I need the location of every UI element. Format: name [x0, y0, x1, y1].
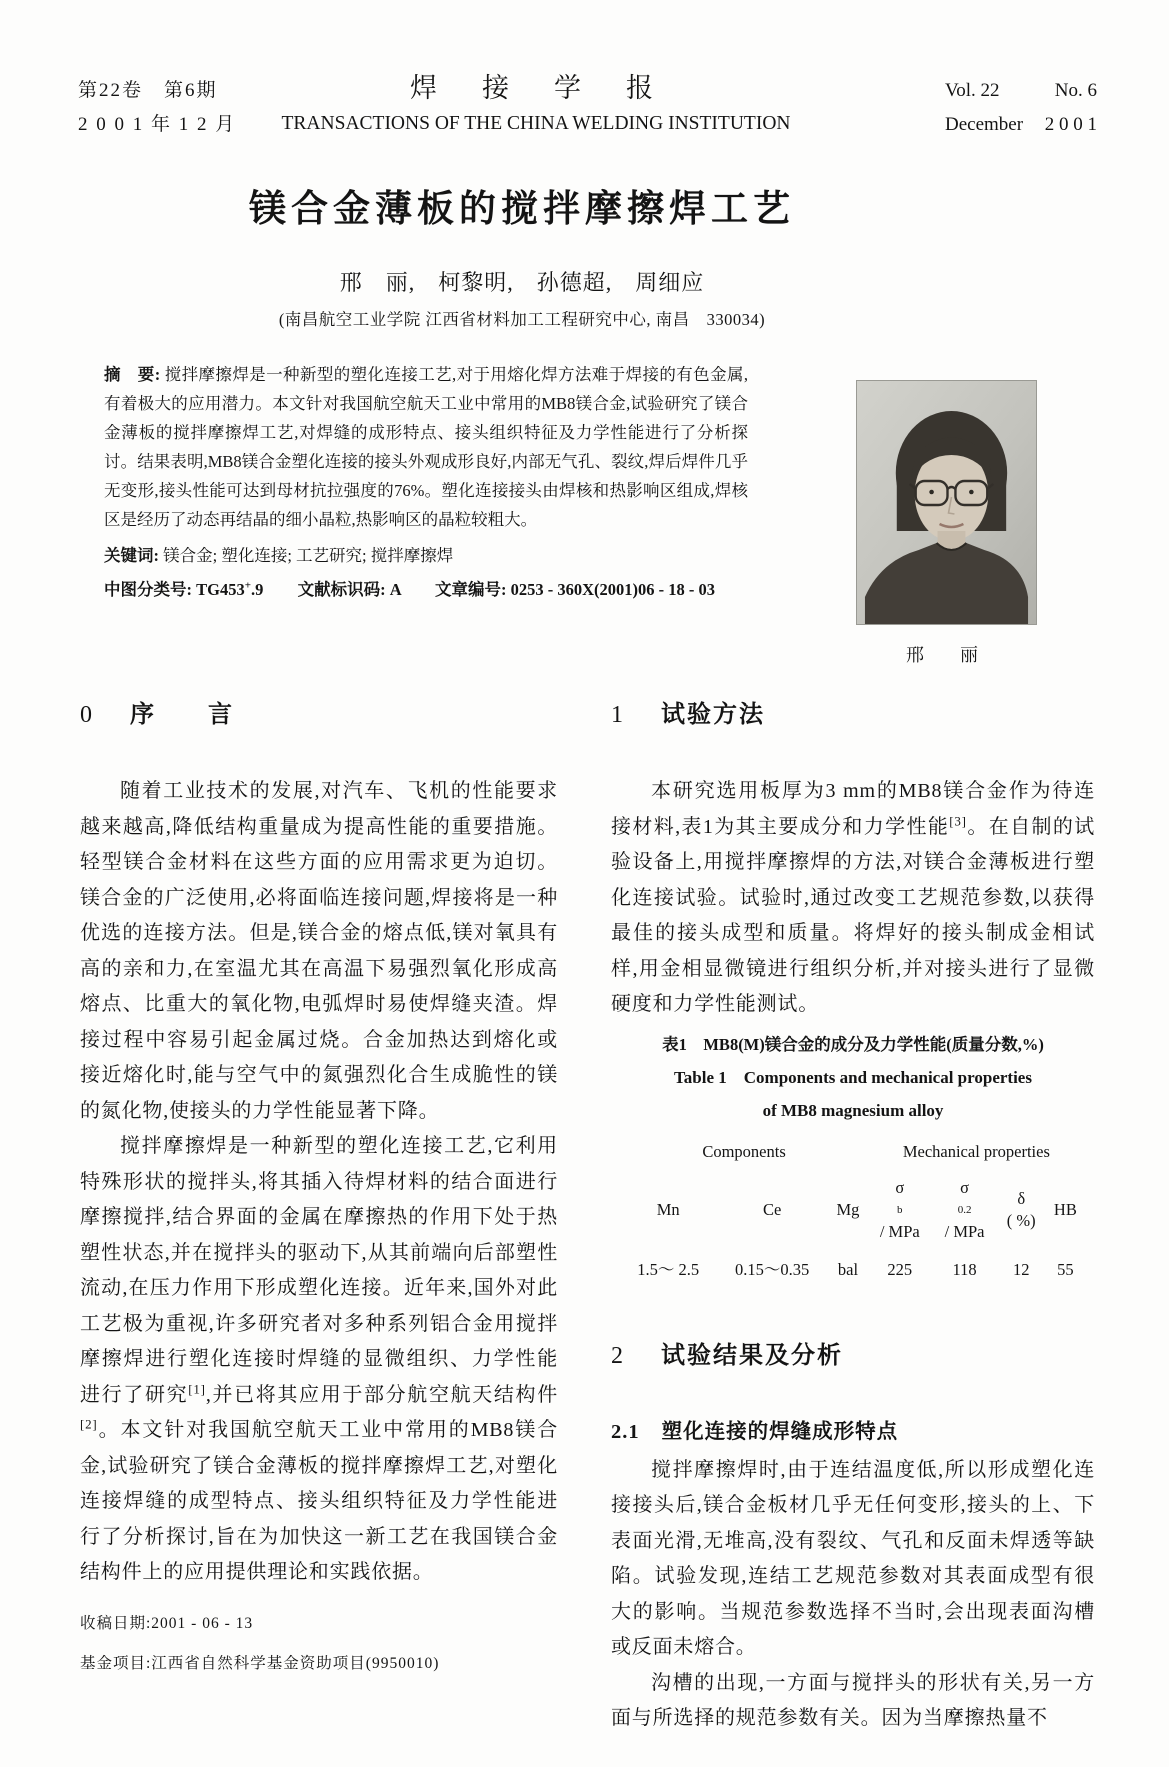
photo-caption: 邢 丽 [906, 645, 987, 665]
clc-value: TG453 [196, 580, 245, 599]
section-1-heading [611, 698, 1095, 732]
intro-p2-text-b: ,并已将其应用于部分航空航天结构件 [205, 1383, 558, 1406]
table-1-caption-en-line2: of MB8 magnesium alloy [762, 1100, 944, 1120]
section-2-title: 试验结果及分析 [661, 1342, 843, 1369]
value-ce: 0.15～0.35 [735, 1259, 810, 1279]
column-header-ce: Ce [762, 1199, 782, 1219]
author-photo [856, 380, 1037, 625]
results-paragraph-2: 沟槽的出现,一方面与搅拌头的形状有关,另一方面与所选择的规范参数有关。因为当摩擦热量不 [611, 1671, 1095, 1729]
journal-header [78, 70, 1097, 148]
column-header-sigma-02 [932, 1173, 997, 1247]
table-1-caption-en-line1: Table 1 Components and mechanical properties [674, 1067, 1032, 1087]
section-2-heading [611, 1339, 1095, 1373]
group-header-mechanical: Mechanical properties [902, 1141, 1050, 1161]
value-sigma-b: 225 [887, 1259, 913, 1279]
doc-code-label: 文献标识码: [297, 580, 386, 599]
clc-label: 中图分类号: [104, 580, 192, 599]
abstract-block [104, 360, 748, 604]
article-id-label: 文章编号: [435, 580, 507, 599]
sigma-02-unit: / MPa [944, 1221, 985, 1241]
reference-1-marker: [1] [188, 1380, 206, 1396]
section-2-1-title: 塑化连接的焊缝成形特点 [661, 1420, 899, 1443]
volume-en: Vol. 22 [945, 80, 1000, 101]
journal-title-block [246, 70, 826, 142]
value-delta: 12 [1012, 1259, 1030, 1279]
fund-project-line: 基金项目:江西省自然科学基金资助项目(9950010) [80, 1655, 440, 1672]
section-2-number: 2 [611, 1342, 625, 1369]
column-header-mg: Mg [836, 1199, 860, 1219]
authors-line: 邢 丽, 柯黎明, 孙德超, 周细应 [339, 270, 705, 295]
section-2-1-heading [611, 1415, 1095, 1449]
article-title-block [80, 186, 964, 330]
table-1-caption-cn: 表1 MB8(M)镁合金的成分及力学性能(质量分数,%) [662, 1034, 1044, 1054]
article-title: 镁合金薄板的搅拌摩擦焊工艺 [249, 189, 795, 230]
section-0-heading [80, 698, 558, 732]
intro-paragraph-1: 随着工业技术的发展,对汽车、飞机的性能要求越来越高,降低结构重量成为提高性能的重要措施。轻型镁合金材料在这些方面的应用需求更为迫切。镁合金的广泛使用,必将面临连接问题,焊接将是一种优选的连接方法。但是,镁合金的熔点低,镁对氧具有高的亲和力,在室温尤其在高温下易强烈氧化形成高熔点、比重大的氧化物,电弧焊时易使焊缝夹渣。焊接过程中容易引起金属过烧。合金加热达到熔化或接近熔化时,能与空气中的氮强烈化合生成脆性的镁的氮化物,使接头的力学性能显著下降。 [80, 780, 558, 1122]
clc-superscript: + [244, 579, 251, 592]
received-date-line: 收稿日期:2001 - 06 - 13 [80, 1615, 254, 1632]
volume-issue-cn: 第22卷 第6期 [78, 80, 218, 101]
column-header-delta [997, 1173, 1045, 1247]
keywords-text: 镁合金; 塑化连接; 工艺研究; 搅拌摩擦焊 [163, 546, 454, 565]
column-header-sigma-b [867, 1173, 932, 1247]
results-paragraph-1: 搅拌摩擦焊时,由于连结温度低,所以形成塑化连接接头后,镁合金板材几乎无任何变形,接头的上、下表面光滑,无堆高,没有裂纹、气孔和反面未焊透等缺陷。试验发现,连结工艺规范参数对其表面成型有很大的影响。当规范参数选择不当时,会出现表面沟槽或反面未熔合。 [611, 1458, 1095, 1658]
intro-p2-text-a: 搅拌摩擦焊是一种新型的塑化连接工艺,它利用特殊形状的搅拌头,将其插入待焊材料的结合面进行摩擦搅拌,结合界面的金属在摩擦热的作用下处于热塑性状态,并在搅拌头的驱动下,从其前端向后部塑性流动,在压力作用下形成塑化连接。近年来,国外对此工艺极为重视,许多研究者对多种系列铝合金用搅拌摩擦焊进行塑化连接时焊缝的显微组织、力学性能进行了研究 [80, 1135, 558, 1406]
reference-3-marker: [3] [949, 812, 967, 828]
section-1-title: 试验方法 [661, 702, 765, 728]
clc-tail: .9 [251, 580, 264, 599]
methods-text-a: 本研究选用板厚为3 mm的MB8镁合金作为待连接材料,表1为其主要成分和力学性能 [611, 780, 1095, 838]
volume-issue-block [78, 74, 236, 142]
sigma-b-unit: / MPa [879, 1221, 920, 1241]
table-group-header-row [621, 1137, 1086, 1173]
section-0-number: 0 [80, 702, 94, 728]
right-column [611, 694, 1095, 1737]
value-mg: bal [837, 1259, 859, 1279]
section-1-number: 1 [611, 702, 625, 728]
column-header-hb: HB [1053, 1199, 1077, 1219]
group-header-components: Components [702, 1141, 786, 1161]
section-0-title: 序 言 [130, 702, 234, 728]
classification-line [104, 575, 748, 604]
intro-p2-text-c: 。本文针对我国航空航天工业中常用的MB8镁合金,试验研究了镁合金薄板的搅拌摩擦焊工艺,对塑化连接焊缝的成型特点、接头组织特征及力学性能进行了分析探讨,旨在为加快这一新工艺在我国镁合金结构件上的应用提供理论和实践依据。 [80, 1419, 558, 1583]
abstract-text: 搅拌摩擦焊是一种新型的塑化连接工艺,对于用熔化焊方法难于焊接的有色金属,有着极大的应用潜力。本文针对我国航空航天工业中常用的MB8镁合金,试验研究了镁合金薄板的搅拌摩擦焊工艺,对焊缝的成形特点、接头组织特征及力学性能进行了分析探讨。结果表明,MB8镁合金塑化连接的接头外观成形良好,内部无气孔、裂纹,焊后焊件几乎无变形,接头性能可达到母材抗拉强度的76%。塑化连接接头由焊核和热影响区组成,焊核区是经历了动态再结晶的细小晶粒,热影响区的晶粒较粗大。 [104, 365, 749, 529]
delta-symbol: δ [1017, 1188, 1026, 1208]
methods-text-b: 。在自制的试验设备上,用搅拌摩擦焊的方法,对镁合金薄板进行塑化连接试验。试验时,通过改变工艺规范参数,以获得最佳的接头成型和质量。将焊好的接头制成金相试样,用金相显微镜进行组织分析,并对接头进行了显微硬度和力学性能测试。 [611, 815, 1095, 1015]
journal-title-en: TRANSACTIONS OF THE CHINA WELDING INSTITUTION [281, 113, 791, 134]
value-hb: 55 [1057, 1259, 1074, 1279]
section-2-1-number: 2.1 [611, 1420, 640, 1443]
keywords-line [104, 541, 748, 570]
article-id-value: 0253 - 360X(2001)06 - 18 - 03 [510, 580, 716, 599]
footnote-block [80, 1604, 560, 1684]
table-1 [621, 1137, 1086, 1287]
author-photo-block [856, 380, 1037, 667]
sigma-02-symbol: σ 0.2 [957, 1177, 972, 1216]
abstract-label: 摘 要: [104, 365, 161, 384]
intro-paragraph-2 [80, 1129, 558, 1591]
delta-unit: ( %) [1006, 1210, 1036, 1230]
date-cn: 2 0 0 1 年 1 2 月 [78, 114, 237, 135]
methods-paragraph [611, 774, 1095, 1023]
table-data-row [621, 1247, 1086, 1287]
issue-en: No. 6 [1054, 80, 1097, 101]
abstract-paragraph [104, 360, 748, 534]
left-column [80, 694, 558, 1591]
year-en: 2 0 0 1 [1044, 114, 1097, 135]
table-column-header-row [621, 1173, 1086, 1247]
sigma-b-symbol: σ b [895, 1177, 905, 1216]
doc-code-value: A [389, 580, 401, 599]
month-en: December [945, 114, 1024, 135]
value-mn: 1.5～ 2.5 [637, 1259, 700, 1279]
column-header-mn: Mn [656, 1199, 680, 1219]
keywords-label: 关键词: [104, 546, 159, 565]
journal-title-cn: 焊 接 学 报 [410, 73, 662, 103]
reference-2-marker: [2] [80, 1416, 98, 1432]
volume-issue-en-block [945, 74, 1097, 142]
affiliation-line: (南昌航空工业学院 江西省材料加工工程研究中心, 南昌 330034) [278, 310, 766, 329]
value-sigma-02: 118 [952, 1259, 977, 1279]
